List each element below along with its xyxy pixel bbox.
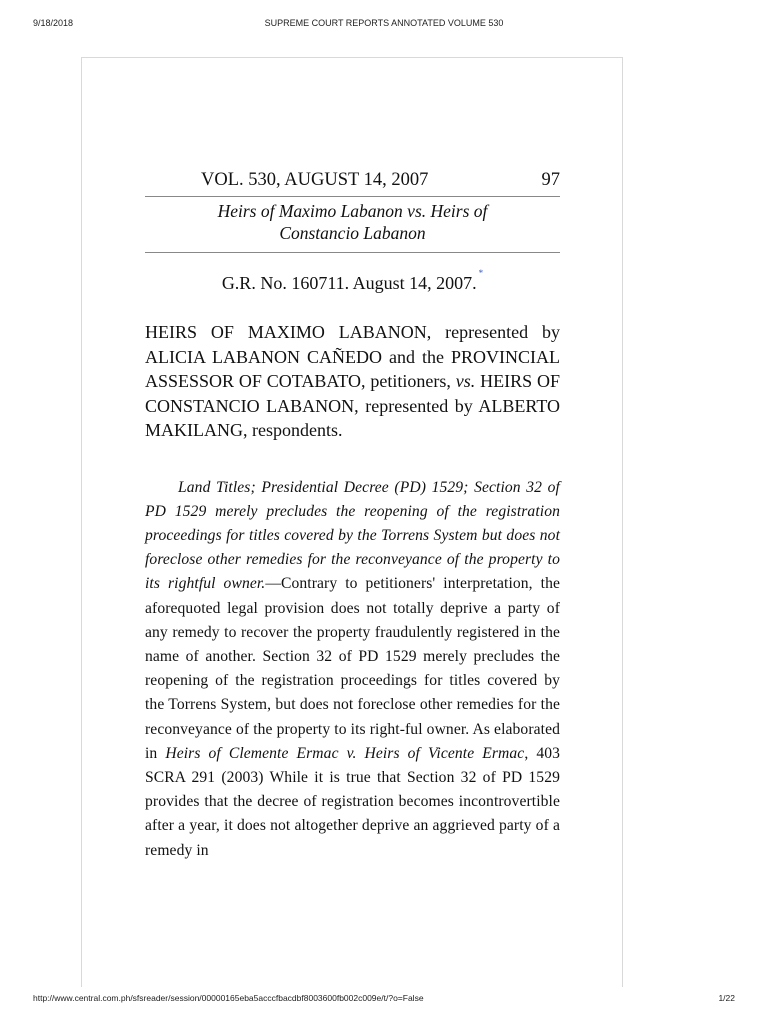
print-title: SUPREME COURT REPORTS ANNOTATED VOLUME 530 [264, 18, 504, 28]
print-url: http://www.central.com.ph/sfsreader/session/00000165eba5acccfbacdbf8003600fb002c009e/t/?o=False [33, 993, 424, 1003]
page-count: 1/22 [718, 993, 735, 1003]
running-head [145, 168, 560, 196]
parties-respondents: HEIRS OF CONSTANCIO LABANON, represented by ALBERTO MAKILANG, respondents. [145, 371, 560, 440]
case-caption [145, 197, 560, 252]
parties-vs: vs. [455, 371, 476, 391]
gr-number [145, 268, 560, 299]
caption-line-1: Heirs of Maximo Labanon vs. Heirs of [217, 201, 488, 221]
parties-petitioners: HEIRS OF MAXIMO LABANON, represented by ALICIA LABANON CAÑEDO and the PROVINCIAL ASSESSOR OF COTABATO, petitioners, [145, 322, 560, 391]
print-header [33, 18, 735, 32]
case-parties [145, 320, 560, 443]
syllabus-headnote: Land Titles; Presidential Decree (PD) 1529; Section 32 of PD 1529 merely precludes the reopening of the registration proceedings for titles covered by the Torrens System but does not foreclose other remedies for the reconveyance of the property to its rightful owner. [145, 478, 560, 593]
cited-case: Heirs of Clemente Ermac v. Heirs of Vicente Ermac [165, 744, 525, 762]
caption-line-2: Constancio Labanon [279, 223, 426, 243]
syllabus-body-2: , 403 SCRA 291 (2003) While it is true that Section 32 of PD 1529 provides that the decree of registration becomes incontrovertible after a year, it does not altogether deprive an aggrieved party of a remedy in [145, 744, 561, 859]
footnote-marker-link[interactable]: * [478, 268, 484, 278]
gr-number-text: G.R. No. 160711. August 14, 2007. [221, 273, 477, 293]
syllabus-body-1: —Contrary to petitioners' interpretation, the aforequoted legal provision does not totally deprive a party of any remedy to recover the property fraudulently registered in the name of another. Section 32 of PD 1529 merely precludes the reopening of the registration proceedings for titles covered by the Torrens System, but does not foreclose other remedies for the reconveyance of the property to its right-ful owner. As elaborated in [145, 575, 560, 762]
print-footer [33, 993, 735, 1007]
bottom-rule [145, 252, 560, 253]
syllabus-paragraph [145, 476, 560, 863]
page-number: 97 [541, 170, 560, 190]
volume-date: VOL. 530, AUGUST 14, 2007 [201, 170, 429, 190]
document-content [145, 168, 560, 863]
print-date: 9/18/2018 [33, 18, 74, 28]
